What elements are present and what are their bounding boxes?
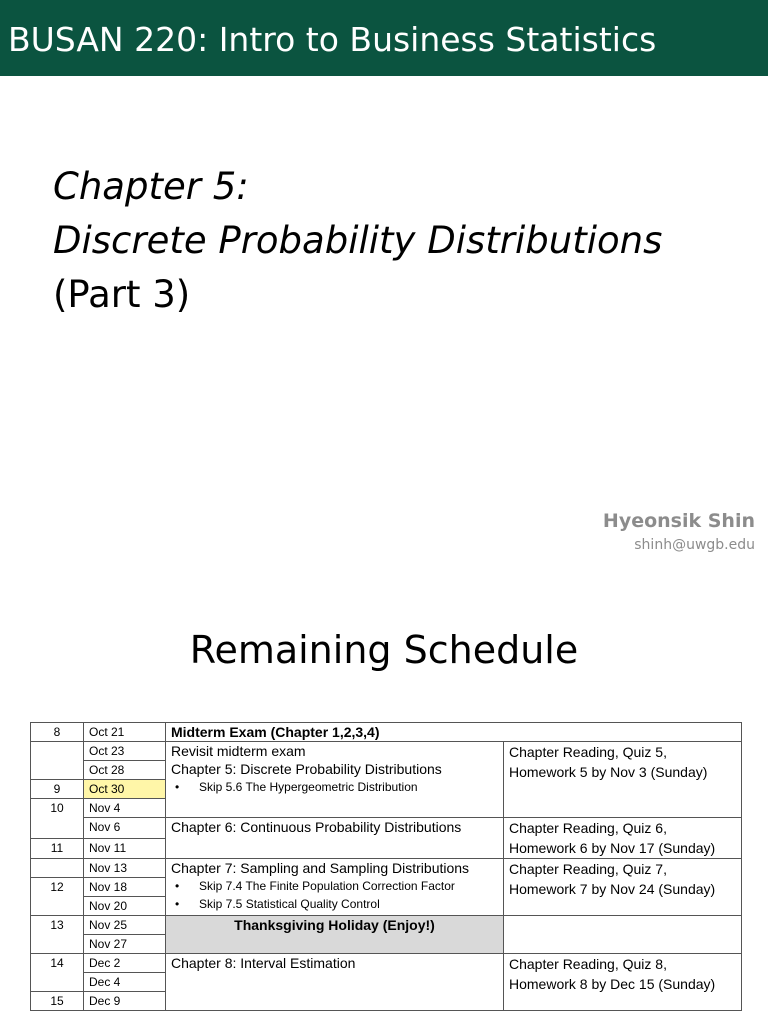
date-cell: Nov 25 [84,916,166,935]
topic-line: Chapter 5: Discrete Probability Distributions [171,761,442,777]
date-cell: Nov 11 [84,838,166,859]
week-cell: 14 [31,954,84,992]
schedule-heading: Remaining Schedule [189,628,579,672]
date-cell: Dec 2 [84,954,166,973]
table-row [31,954,742,973]
skip-note: • Skip 7.4 The Finite Population Correction Factor [175,879,455,893]
week-cell: 10 [31,799,84,839]
date-cell: Nov 20 [84,897,166,916]
header-bar [0,0,768,76]
date-cell: Oct 28 [84,761,166,780]
author-email: shinh@uwgb.edu [634,537,755,553]
date-cell: Nov 4 [84,799,166,818]
bullet-icon: • [175,780,180,794]
date-cell: Nov 13 [84,859,166,878]
date-cell: Dec 4 [84,973,166,992]
date-cell: Oct 21 [84,723,166,742]
course-title: BUSAN 220: Intro to Business Statistics [8,20,657,59]
author-block [603,508,755,556]
skip-note: • Skip 7.5 Statistical Quality Control [175,897,380,911]
topic-cell: Midterm Exam (Chapter 1,2,3,4) [166,723,742,742]
week-cell: 9 [31,780,84,799]
author-name: Hyeonsik Shin [602,510,755,532]
date-cell: Nov 18 [84,878,166,897]
topic-line: Revisit midterm exam [171,743,306,759]
week-cell: 15 [31,992,84,1011]
topic-cell: Chapter 8: Interval Estimation [166,954,504,1011]
chapter-title [53,160,662,322]
homework-cell: Chapter Reading, Quiz 5, Homework 5 by Nov 3 (Sunday) [504,742,742,818]
chapter-part: (Part 3) [53,273,191,316]
topic-cell [166,859,504,916]
topic-cell: Chapter 6: Continuous Probability Distributions [166,818,504,859]
homework-cell: Chapter Reading, Quiz 8, Homework 8 by Dec 15 (Sunday) [504,954,742,1011]
table-row [31,916,742,935]
week-cell: 13 [31,916,84,954]
week-cell: 12 [31,878,84,916]
table-row [31,723,742,742]
bullet-icon: • [175,897,180,911]
week-cell: 8 [31,723,84,742]
date-cell-highlighted: Oct 30 [84,780,166,799]
week-cell: 11 [31,838,84,859]
chapter-number: Chapter 5: [53,165,249,208]
skip-note: • Skip 5.6 The Hypergeometric Distribution [175,780,418,794]
chapter-name: Discrete Probability Distributions [53,219,663,262]
date-cell: Dec 9 [84,992,166,1011]
holiday-cell: Thanksgiving Holiday (Enjoy!) [166,916,504,954]
topic-cell [166,742,504,818]
topic-line: Chapter 7: Sampling and Sampling Distributions [171,860,470,876]
homework-cell: Chapter Reading, Quiz 7, Homework 7 by Nov 24 (Sunday) [504,859,742,916]
table-row [31,818,742,839]
table-row [31,859,742,878]
bullet-icon: • [175,879,180,893]
homework-cell: Chapter Reading, Quiz 6, Homework 6 by Nov 17 (Sunday) [504,818,742,859]
date-cell: Nov 27 [84,935,166,954]
table-row [31,742,742,761]
date-cell: Oct 23 [84,742,166,761]
schedule-table [30,722,742,1011]
date-cell: Nov 6 [84,818,166,839]
